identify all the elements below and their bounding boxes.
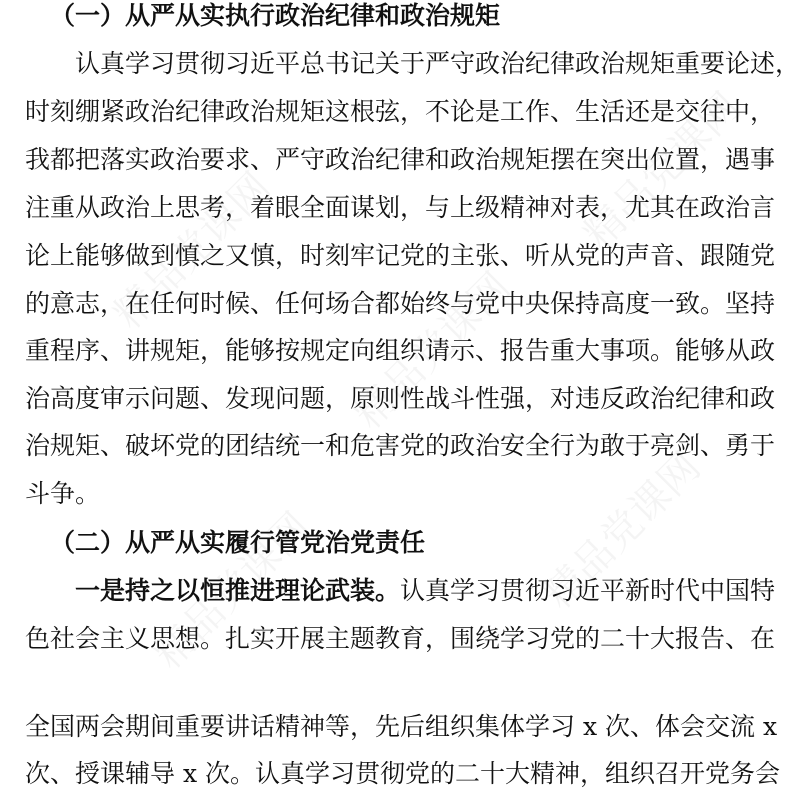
paragraph-line: 斗争。 (25, 479, 101, 508)
paragraph-line: 全国两会期间重要讲话精神等，先后组织集体学习 x 次、体会交流 x (25, 712, 778, 741)
paragraph-line: 时刻绷紧政治纪律政治规矩这根弦，不论是工作、生活还是交往中， (25, 97, 776, 126)
section-heading: （一）从严从实执行政治纪律和政治规矩 (50, 1, 501, 30)
paragraph-line: 重程序、讲规矩，能够按规定向组织请示、报告重大事项。能够从政 (25, 336, 776, 365)
paragraph-line: 注重从政治上思考，着眼全面谋划，与上级精神对表，尤其在政治言 (25, 193, 776, 222)
paragraph-line: 色社会主义思想。扎实开展主题教育，围绕学习党的二十大报告、在 (25, 624, 776, 653)
paragraph-line: 治高度审示问题、发现问题，原则性战斗性强，对违反政治纪律和政 (25, 384, 776, 413)
paragraph-line (75, 576, 775, 606)
section-heading: （二）从严从实履行管党治党责任 (50, 528, 426, 557)
paragraph-line: 次、授课辅导 x 次。认真学习贯彻党的二十大精神，组织召开党务会 (25, 759, 780, 788)
lead-text: 认真学习贯彻习近平新时代中国特 (400, 576, 776, 605)
bold-lead: 一是持之以恒推进理论武装。 (75, 576, 401, 605)
paragraph-line: 我都把落实政治要求、严守政治纪律和政治规矩摆在突出位置，遇事 (25, 145, 776, 174)
paragraph-line: 治规矩、破坏党的团结统一和危害党的政治安全行为敢于亮剑、勇于 (25, 431, 776, 460)
paragraph-line: 论上能够做到慎之又慎，时刻牢记党的主张、听从党的声音、跟随党 (25, 241, 776, 270)
paragraph-line: 认真学习贯彻习近平总书记关于严守政治纪律政治规矩重要论述， (75, 49, 800, 78)
paragraph-line: 的意志，在任何时候、任何场合都始终与党中央保持高度一致。坚持 (25, 289, 776, 318)
